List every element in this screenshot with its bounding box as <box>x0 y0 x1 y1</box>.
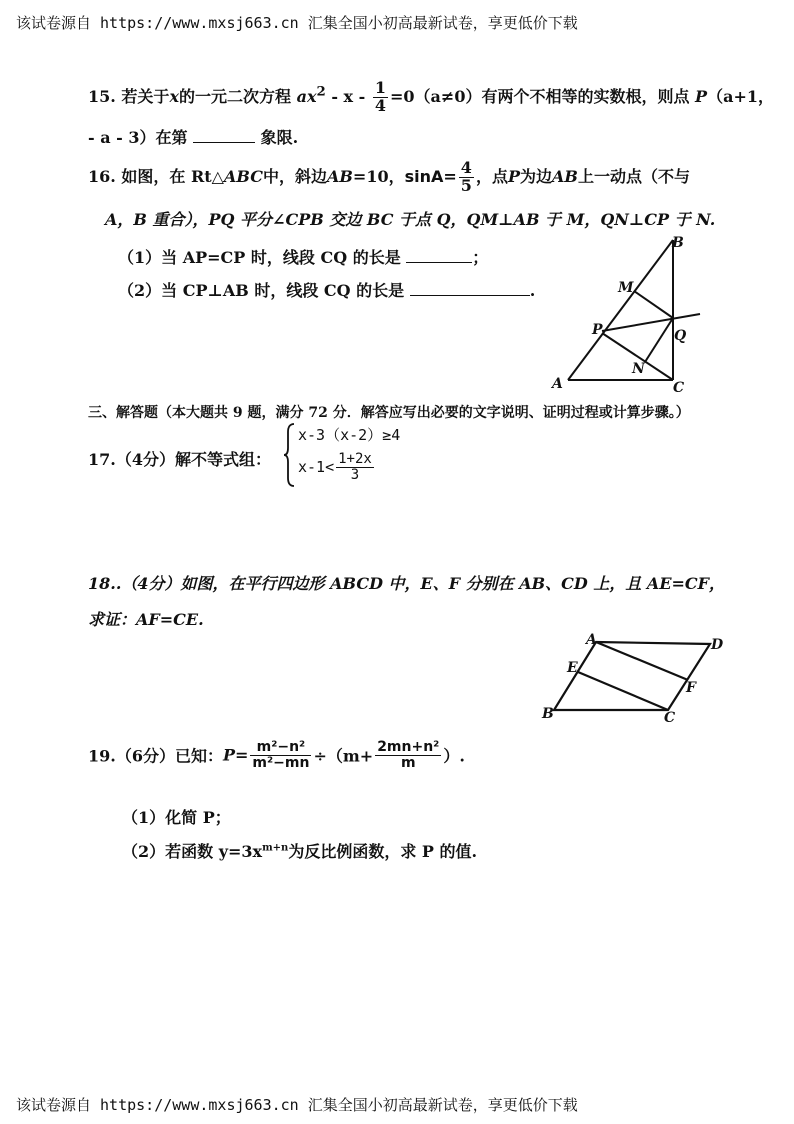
q16-sub2-text: （2）当 CP⊥AB 时，线段 CQ 的长是 <box>118 281 405 300</box>
label-d: D <box>711 637 724 653</box>
q19-fraction-2: $\frac{\text{2mn+n²}}{m}$ <box>377 739 440 771</box>
q16-fraction: $\frac{4}{5}$ <box>460 158 472 195</box>
q16-sub1-end: ； <box>472 248 489 267</box>
question-15-line1 <box>88 80 774 115</box>
q15-text-a: 若关于 <box>121 86 170 106</box>
q19-p: P= <box>222 745 249 765</box>
q15-point-p: P <box>695 86 708 106</box>
question-16-line2: A，B 重合），PQ 平分∠CPB 交边 BC 于点 Q，QM⊥AB 于 M，QN⊥CP 于 N. <box>105 210 716 229</box>
label-e: E <box>567 660 578 676</box>
label-p: P <box>592 322 603 338</box>
question-16-sub2 <box>118 278 535 301</box>
q15-eq-a: ax <box>296 86 317 106</box>
q16-text-e: 为边 <box>519 166 552 186</box>
q16-text-a: 如图，在 Rt△ <box>121 166 224 186</box>
q19-sub2-a: （2）若函数 y=3x <box>122 842 263 861</box>
label-a: A <box>552 376 563 392</box>
q15-coord: （a+1， <box>707 86 774 106</box>
q18-text: 18..（4分）如图，在平行四边形 ABCD 中，E、F 分别在 AB、CD 上，且 AE=CF， <box>88 574 726 593</box>
q16-text-f: 上一动点（不与 <box>577 166 690 186</box>
segment-ec <box>578 672 668 710</box>
q16-triangle-figure <box>540 228 720 398</box>
question-17-label: 17.（4分）解不等式组： <box>88 450 271 469</box>
page-footer: 该试卷源自 https://www.mxsj663.cn 汇集全国小初高最新试卷，享更低价下载 <box>16 1096 578 1114</box>
segment-ab <box>568 240 673 380</box>
section-3-title: 三、解答题（本大题共 9 题，满分 72 分．解答应写出必要的文字说明、证明过程或计算步骤。） <box>88 405 690 421</box>
q16-ab2: AB <box>552 166 578 186</box>
question-16-line1 <box>88 160 690 195</box>
q19-sub2-sup: m+n <box>262 842 289 854</box>
q16-sub2-blank[interactable] <box>410 281 530 296</box>
question-19-sub1: （1）化简 P； <box>122 808 231 827</box>
q19-divide: ÷（m+ <box>313 746 374 766</box>
q16-sub1-blank[interactable] <box>406 248 472 263</box>
label-c: C <box>664 710 676 726</box>
q19-end: ）. <box>443 746 465 766</box>
q16-sub2-end: . <box>529 281 536 300</box>
q17-left-brace <box>283 422 297 488</box>
segment-af <box>596 642 688 680</box>
question-18-line1 <box>88 571 725 594</box>
q16-sin: sinA= <box>404 166 457 186</box>
question-18-line2 <box>88 607 204 630</box>
label-b: B <box>542 706 554 722</box>
segment-qn <box>645 318 673 362</box>
q15-answer-blank[interactable] <box>193 128 255 143</box>
q18-prove-text: 求证：AF=CE. <box>88 610 204 629</box>
question-15-line2 <box>88 125 298 148</box>
label-c: C <box>673 380 685 396</box>
q16-ab: AB <box>326 166 353 186</box>
label-b: B <box>672 235 684 251</box>
label-m: M <box>618 280 634 296</box>
q16-text-b: 中，斜边 <box>262 166 327 186</box>
q15-number: 15. <box>88 86 116 106</box>
q19-label: 19.（6分）已知： <box>88 746 223 766</box>
q16-p: P <box>507 166 520 186</box>
q15-line2-a: - a - 3）在第 <box>88 128 188 147</box>
q19-sub2-b: 为反比例函数，求 P 的值. <box>288 842 478 861</box>
question-19-sub2 <box>122 839 477 862</box>
page-header: 该试卷源自 https://www.mxsj663.cn 汇集全国小初高最新试卷，享更低价下载 <box>16 14 578 32</box>
q15-fraction: $\frac{1}{4}$ <box>374 78 387 115</box>
q16-number: 16. <box>88 166 116 186</box>
q19-fraction-1: $\frac{\text{m²−n²}}{\text{m²−mn}}$ <box>252 739 310 771</box>
q15-line2-b: 象限. <box>260 128 299 147</box>
label-f: F <box>686 680 696 696</box>
parallelogram-abcd <box>554 642 710 710</box>
q15-eq-sup: 2 <box>316 83 326 100</box>
q15-eq-mid: - x - <box>325 86 371 106</box>
q18-parallelogram-figure <box>538 630 738 730</box>
segment-qm <box>634 291 673 318</box>
label-q: Q <box>674 328 687 344</box>
label-a: A <box>586 632 597 648</box>
question-19-line1 <box>88 740 465 770</box>
q17-ineq-1: x-3（x-2）≥4 <box>298 426 401 444</box>
q15-var-x: x <box>169 86 179 106</box>
q16-text-c: =10， <box>352 166 405 186</box>
q17-ineq-2: x-1< $\frac{1+2x}{3}$ <box>298 451 372 483</box>
question-16-sub1 <box>118 245 488 268</box>
q16-sub1-text: （1）当 AP=CP 时，线段 CQ 的长是 <box>118 248 401 267</box>
label-n: N <box>632 361 645 377</box>
q16-triangle: ABC <box>224 166 263 186</box>
q15-text-b: 的一元二次方程 <box>178 86 291 106</box>
q15-eq-tail: =0（a≠0）有两个不相等的实数根，则点 <box>390 86 690 106</box>
q17-inequality-system <box>283 422 423 490</box>
q16-text-d: ，点 <box>475 166 508 186</box>
